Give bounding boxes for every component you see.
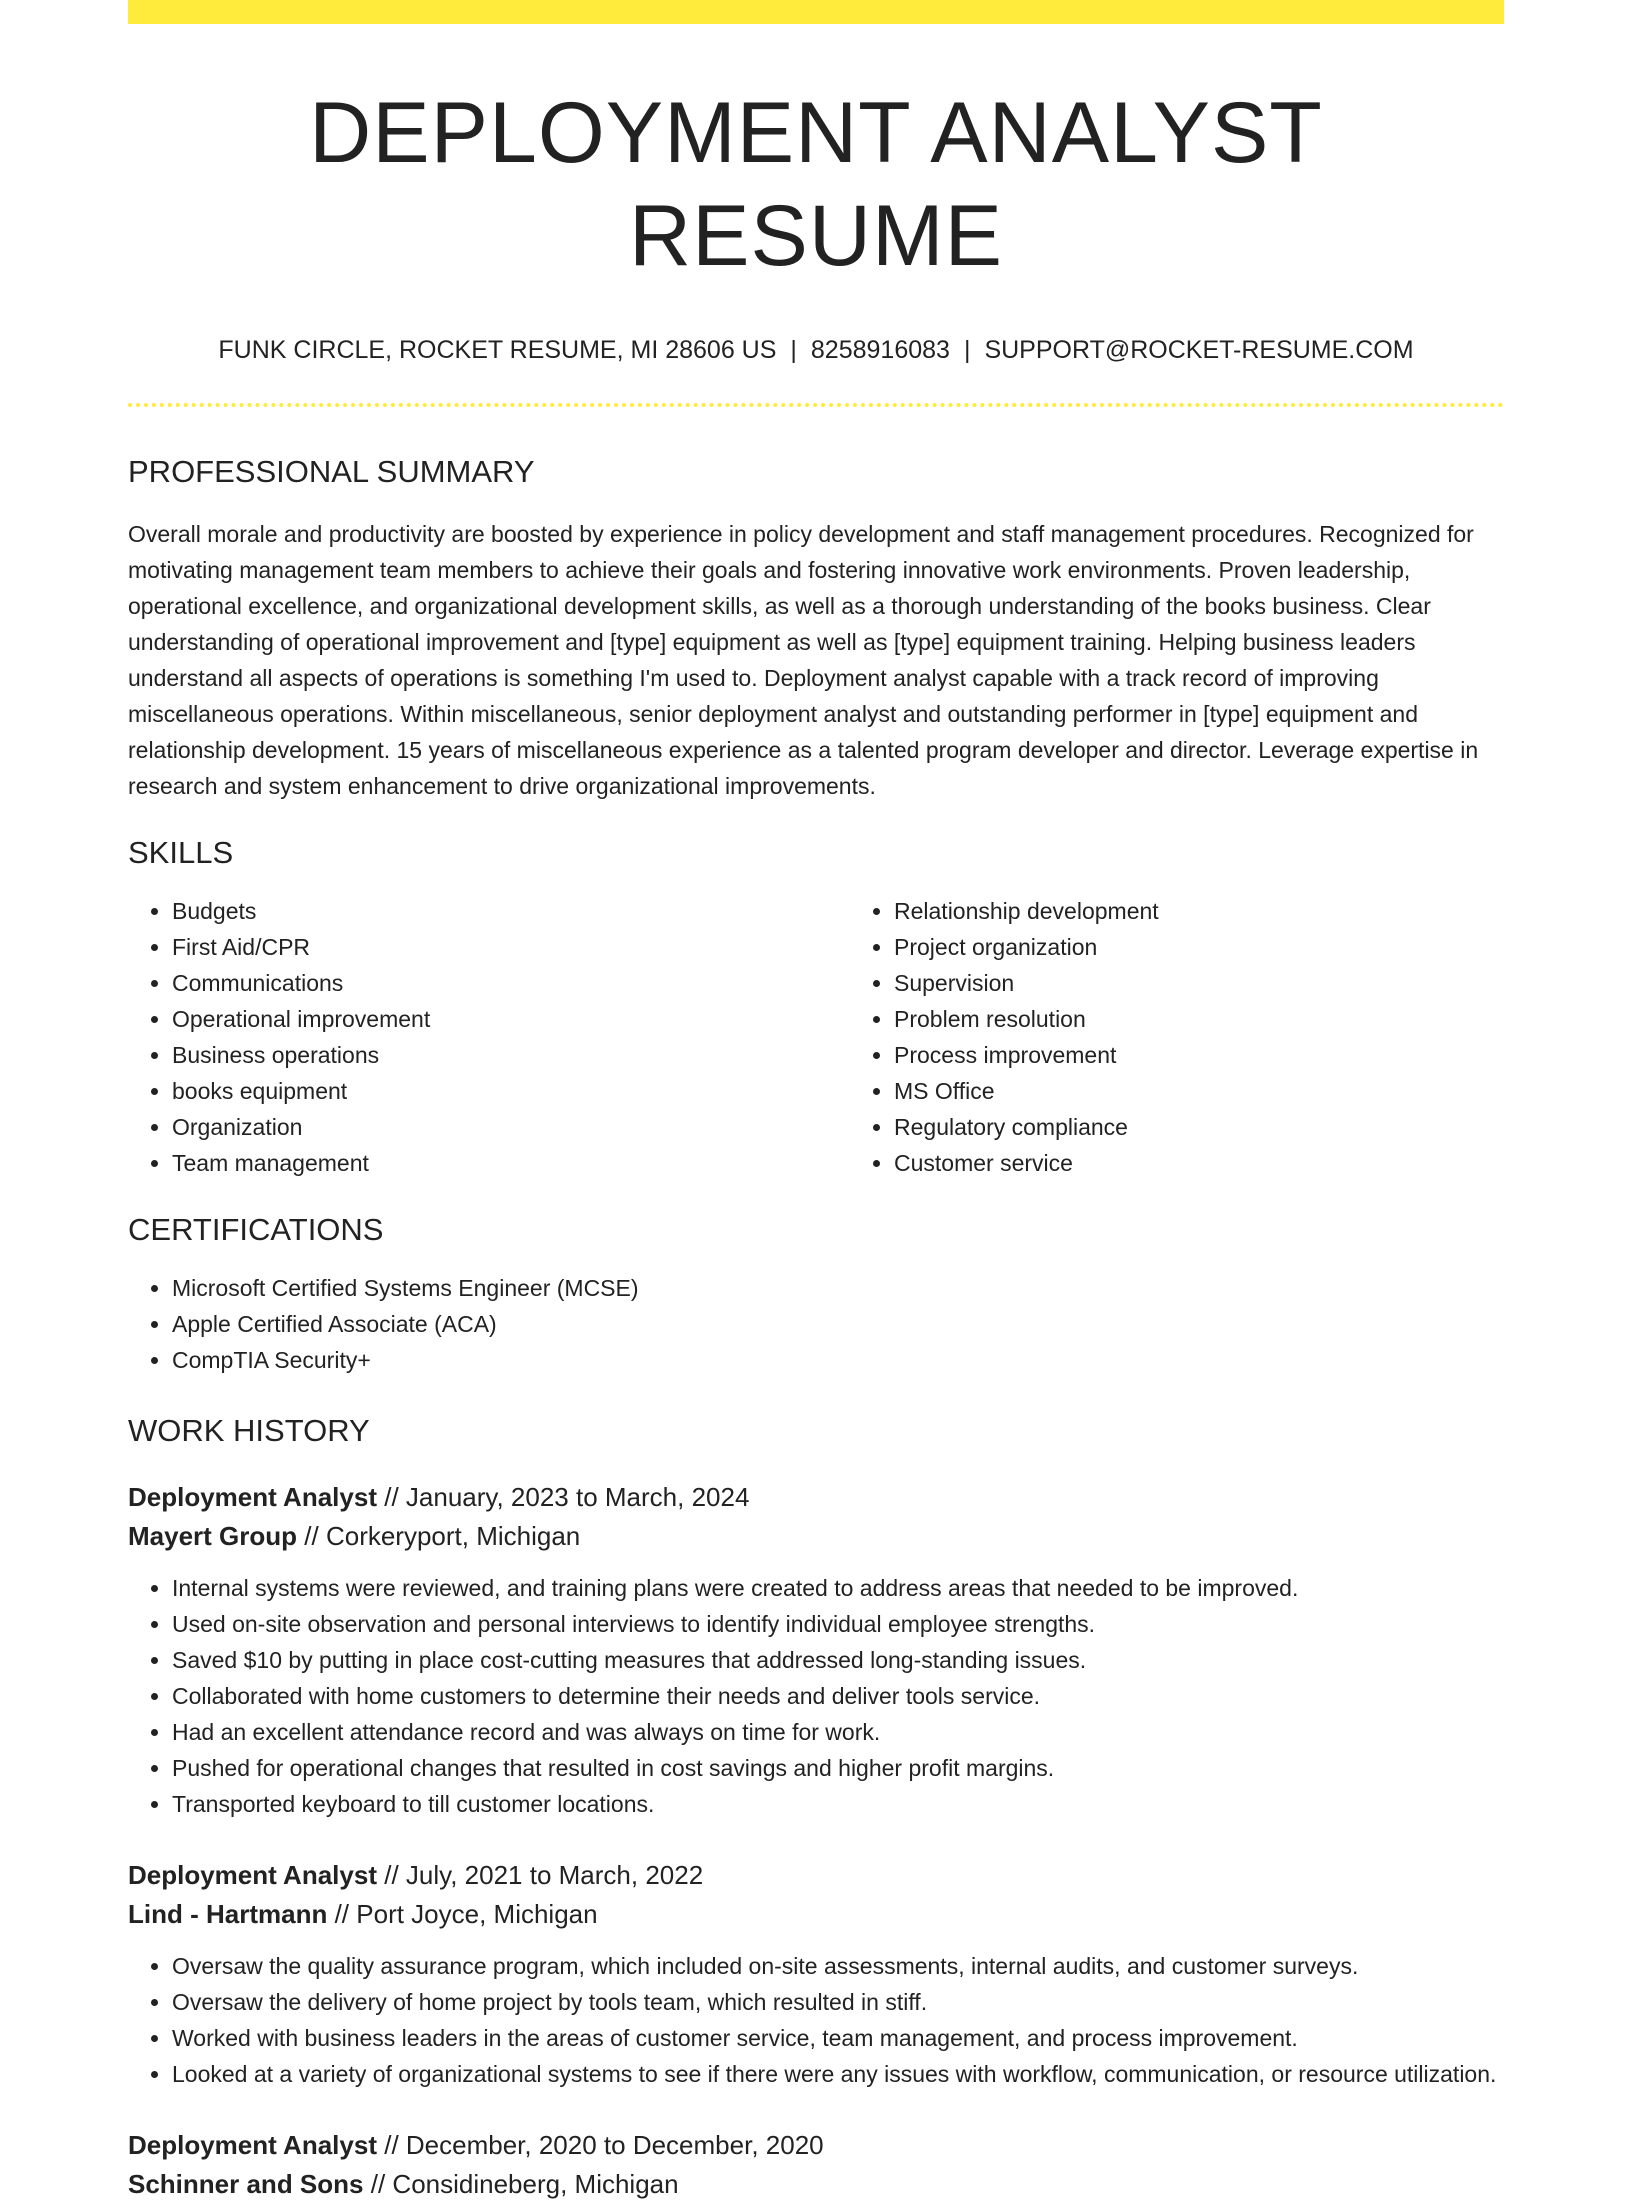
- header-divider: [128, 403, 1504, 407]
- skill-item: • Problem resolution: [894, 1001, 1504, 1037]
- resume-title: DEPLOYMENT ANALYST RESUME: [309, 85, 1323, 285]
- job-company: Schinner and Sons: [128, 2168, 364, 2199]
- job-bullet: • Saved $10 by putting in place cost-cutting measures that addressed long-standing issues.: [172, 1642, 1504, 1678]
- job-company-line: [128, 1895, 1504, 1934]
- skills-right-column: [850, 893, 1504, 1181]
- job-location: Corkeryport, Michigan: [325, 1520, 581, 1551]
- job-divider: //: [370, 2168, 386, 2199]
- job-bullet: • Transported keyboard to till customer locations.: [172, 1786, 1504, 1822]
- job-bullet: • Oversaw the quality assurance program, which included on-site assessments, internal audits, and customer surveys.: [172, 1948, 1504, 1984]
- job-title: Deployment Analyst: [128, 1481, 377, 1512]
- skill-item: • Process improvement: [894, 1037, 1504, 1073]
- job-bullet: • Oversaw the delivery of home project by tools team, which resulted in stiff.: [172, 1984, 1504, 2020]
- summary-heading: PROFESSIONAL SUMMARY: [128, 453, 535, 489]
- job-divider: //: [384, 1859, 399, 1890]
- job-dates: January, 2023 to March, 2024: [405, 1481, 750, 1512]
- skill-item: • Customer service: [894, 1145, 1504, 1181]
- job-bullets: [128, 1948, 1504, 2092]
- job-divider: //: [304, 1520, 319, 1551]
- accent-top-bar: [128, 0, 1504, 24]
- summary-text: Overall morale and productivity are boosted by experience in policy development and staff management procedures. Recognized for motivating management team members to achieve their goals and fostering innovative work environments. Proven leadership, operational excellence, and organizational development skills, as well as a thorough understanding of the books business. Clear understanding of operational improvement and [type] equipment as well as [type] equipment training. Helping business leaders understand all aspects of operations is something I'm used to. Deployment analyst capable with a track record of improving miscellaneous operations. Within miscellaneous, senior deployment analyst and outstanding performer in [type] equipment and relationship development. 15 years of miscellaneous experience as a talented program developer and director. Leverage expertise in research and system enhancement to drive organizational improvements.: [128, 521, 1479, 800]
- skill-item: • Relationship development: [894, 893, 1504, 929]
- contact-line: [128, 334, 1504, 367]
- job-company-line: [128, 2165, 1504, 2204]
- skill-item: • First Aid/CPR: [172, 929, 850, 965]
- resume-page: [128, 0, 1504, 2204]
- job-dates: July, 2021 to March, 2022: [405, 1859, 704, 1890]
- certification-item: • Microsoft Certified Systems Engineer (MCSE): [172, 1270, 1504, 1306]
- skill-item: • Budgets: [172, 893, 850, 929]
- job-bullet: • Internal systems were reviewed, and training plans were created to address areas that needed to be improved.: [172, 1570, 1504, 1606]
- job-entry: [128, 1478, 1504, 1822]
- contact-separator: |: [963, 336, 971, 365]
- skill-item: • Communications: [172, 965, 850, 1001]
- skill-item: • Project organization: [894, 929, 1504, 965]
- job-bullet: • Collaborated with home customers to determine their needs and deliver tools service.: [172, 1678, 1504, 1714]
- contact-email: SUPPORT@ROCKET-RESUME.COM: [984, 336, 1414, 365]
- job-company-line: [128, 1517, 1504, 1556]
- job-company: Lind - Hartmann: [128, 1898, 328, 1929]
- job-company: Mayert Group: [128, 1520, 298, 1551]
- job-location: Port Joyce, Michigan: [356, 1898, 598, 1929]
- contact-separator: |: [790, 336, 797, 365]
- job-title-line: [128, 1856, 1504, 1895]
- job-title-line: [128, 2126, 1504, 2165]
- certification-item: • Apple Certified Associate (ACA): [172, 1306, 1504, 1342]
- job-bullet: • Had an excellent attendance record and was always on time for work.: [172, 1714, 1504, 1750]
- certification-item: • CompTIA Security+: [172, 1342, 1504, 1378]
- job-title: Deployment Analyst: [128, 2129, 377, 2160]
- contact-phone: 8258916083: [810, 336, 950, 365]
- job-location: Considineberg, Michigan: [392, 2168, 679, 2199]
- skill-item: • Organization: [172, 1109, 850, 1145]
- job-title: Deployment Analyst: [128, 1859, 377, 1890]
- job-bullet: • Used on-site observation and personal interviews to identify individual employee strengths.: [172, 1606, 1504, 1642]
- skill-item: • Regulatory compliance: [894, 1109, 1504, 1145]
- skills-heading: SKILLS: [128, 835, 234, 871]
- job-divider: //: [384, 1481, 399, 1512]
- skills-left-column: [128, 893, 850, 1181]
- work-history-heading: WORK HISTORY: [128, 1413, 370, 1449]
- job-bullets: [128, 1570, 1504, 1822]
- job-entry: [128, 2126, 1504, 2204]
- job-divider: //: [334, 1898, 350, 1929]
- job-entry: [128, 1856, 1504, 2092]
- job-bullet: • Looked at a variety of organizational systems to see if there were any issues with workflow, communication, or resource utilization.: [172, 2056, 1504, 2092]
- job-divider: //: [384, 2129, 399, 2160]
- certifications-heading: CERTIFICATIONS: [128, 1212, 384, 1248]
- skill-item: • Operational improvement: [172, 1001, 850, 1037]
- skill-item: • books equipment: [172, 1073, 850, 1109]
- skills-list: [128, 893, 1504, 1181]
- skill-item: • Supervision: [894, 965, 1504, 1001]
- contact-address: FUNK CIRCLE, ROCKET RESUME, MI 28606 US: [218, 336, 777, 365]
- skill-item: • Team management: [172, 1145, 850, 1181]
- skill-item: • MS Office: [894, 1073, 1504, 1109]
- job-bullet: • Worked with business leaders in the areas of customer service, team management, and process improvement.: [172, 2020, 1504, 2056]
- job-title-line: [128, 1478, 1504, 1517]
- job-dates: December, 2020 to December, 2020: [405, 2129, 824, 2160]
- skill-item: • Business operations: [172, 1037, 850, 1073]
- job-bullet: • Pushed for operational changes that resulted in cost savings and higher profit margins.: [172, 1750, 1504, 1786]
- certifications-list: [128, 1270, 1504, 1378]
